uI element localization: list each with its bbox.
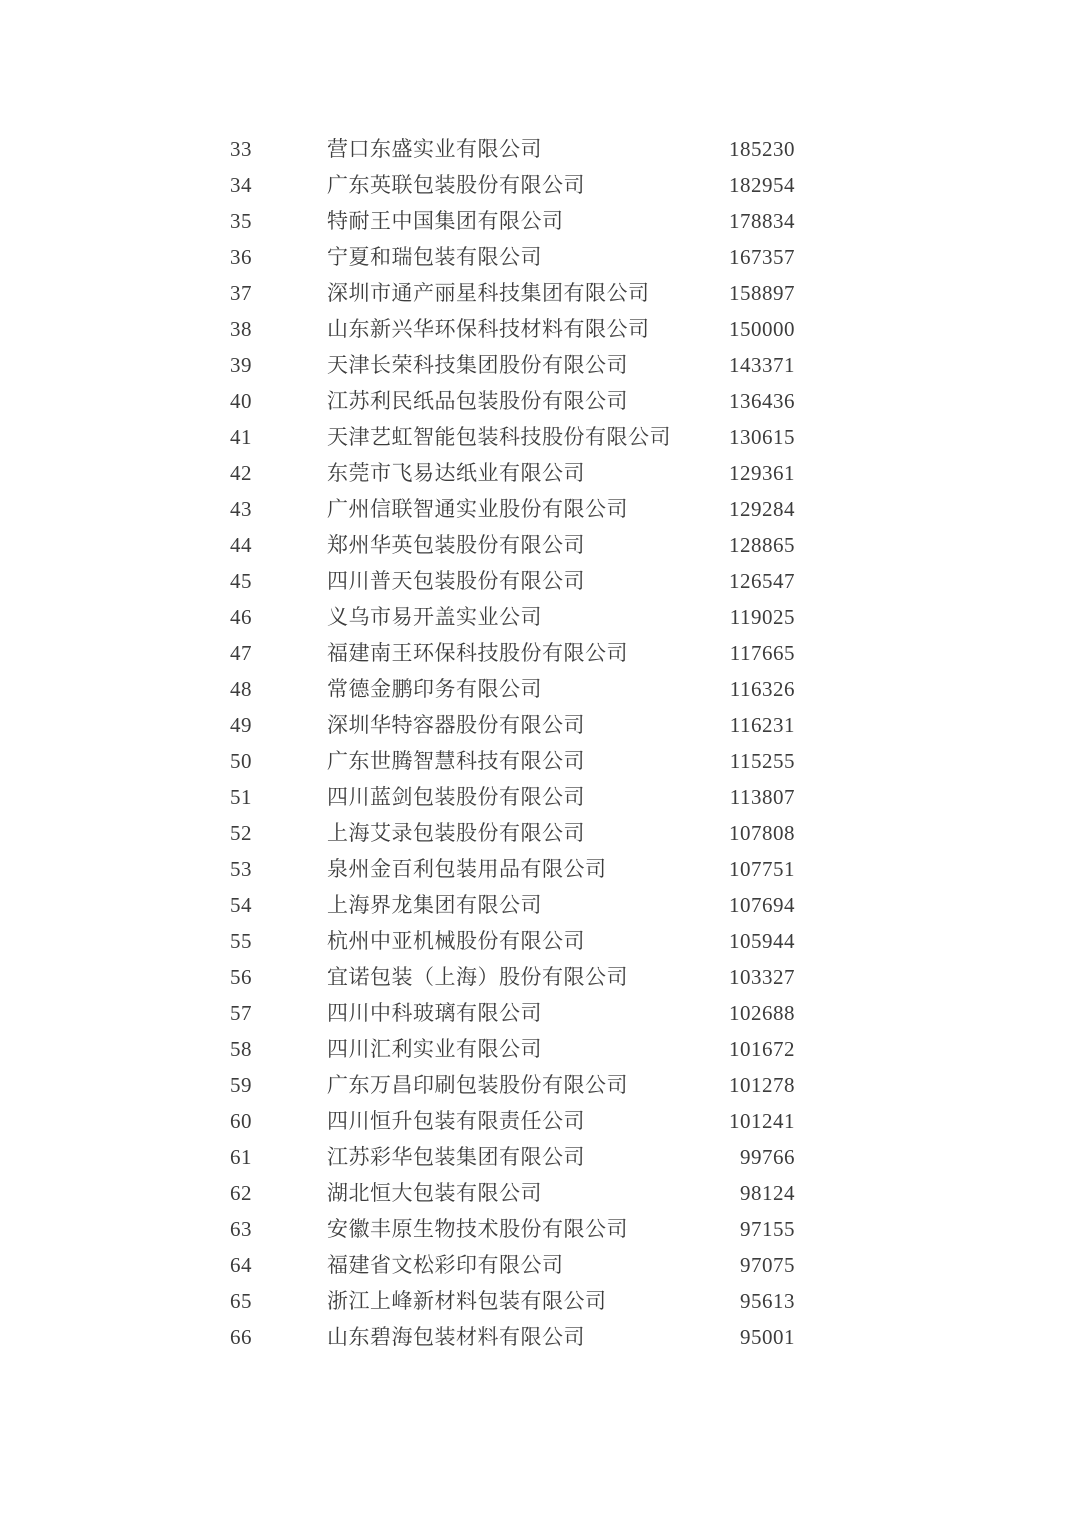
company-name-cell: 安徽丰原生物技术股份有限公司 [327,1217,628,1241]
value-cell: 158897 [729,281,795,305]
table-row [0,1103,795,1139]
value-cell: 113807 [729,785,795,809]
table-row [0,959,795,995]
company-name-cell: 杭州中亚机械股份有限公司 [327,929,585,953]
value-cell: 182954 [729,173,795,197]
table-row [0,1067,795,1103]
company-name-cell: 泉州金百利包装用品有限公司 [327,857,607,881]
table-row [0,419,795,455]
table-row [0,599,795,635]
company-name-cell: 义乌市易开盖实业公司 [327,605,542,629]
rank-cell: 62 [230,1181,252,1205]
value-cell: 115255 [729,749,795,773]
value-cell: 129284 [729,497,795,521]
company-name-cell: 特耐王中国集团有限公司 [327,209,564,233]
table-row [0,131,795,167]
table-row [0,491,795,527]
company-name-cell: 福建省文松彩印有限公司 [327,1253,564,1277]
value-cell: 97155 [740,1217,795,1241]
value-cell: 128865 [729,533,795,557]
value-cell: 126547 [729,569,795,593]
rank-cell: 49 [230,713,252,737]
company-name-cell: 广州信联智通实业股份有限公司 [327,497,628,521]
value-cell: 105944 [729,929,795,953]
rank-cell: 53 [230,857,252,881]
value-cell: 178834 [729,209,795,233]
rank-cell: 57 [230,1001,252,1025]
rank-cell: 37 [230,281,252,305]
rank-cell: 51 [230,785,252,809]
rank-cell: 44 [230,533,252,557]
company-name-cell: 广东万昌印刷包装股份有限公司 [327,1073,628,1097]
rank-cell: 63 [230,1217,252,1241]
table-row [0,851,795,887]
company-name-cell: 湖北恒大包装有限公司 [327,1181,542,1205]
table-row [0,275,795,311]
rank-cell: 41 [230,425,252,449]
table-row [0,995,795,1031]
table-row [0,563,795,599]
value-cell: 95001 [740,1325,795,1349]
table-row [0,671,795,707]
table-row [0,311,795,347]
table-row [0,887,795,923]
company-name-cell: 江苏利民纸品包装股份有限公司 [327,389,628,413]
rank-cell: 48 [230,677,252,701]
value-cell: 150000 [729,317,795,341]
table-row [0,743,795,779]
rank-cell: 35 [230,209,252,233]
table-row [0,239,795,275]
table-row [0,635,795,671]
company-name-cell: 四川中科玻璃有限公司 [327,1001,542,1025]
value-cell: 98124 [740,1181,795,1205]
company-name-cell: 四川普天包装股份有限公司 [327,569,585,593]
rank-cell: 47 [230,641,252,665]
rank-cell: 40 [230,389,252,413]
table-row [0,707,795,743]
rank-cell: 33 [230,137,252,161]
company-name-cell: 深圳市通产丽星科技集团有限公司 [327,281,650,305]
table-row [0,1283,795,1319]
company-name-cell: 福建南王环保科技股份有限公司 [327,641,628,665]
company-name-cell: 山东碧海包装材料有限公司 [327,1325,585,1349]
value-cell: 97075 [740,1253,795,1277]
value-cell: 107808 [729,821,795,845]
company-name-cell: 浙江上峰新材料包装有限公司 [327,1289,607,1313]
company-name-cell: 广东英联包装股份有限公司 [327,173,585,197]
table-row [0,1319,795,1355]
table-row [0,779,795,815]
rank-cell: 39 [230,353,252,377]
company-name-cell: 宁夏和瑞包装有限公司 [327,245,542,269]
table-row [0,383,795,419]
value-cell: 95613 [740,1289,795,1313]
value-cell: 101278 [729,1073,795,1097]
rank-cell: 52 [230,821,252,845]
company-name-cell: 营口东盛实业有限公司 [327,137,542,161]
company-name-cell: 上海艾录包装股份有限公司 [327,821,585,845]
rank-cell: 66 [230,1325,252,1349]
value-cell: 103327 [729,965,795,989]
value-cell: 185230 [729,137,795,161]
value-cell: 116326 [729,677,795,701]
value-cell: 143371 [729,353,795,377]
table-row [0,167,795,203]
value-cell: 101672 [729,1037,795,1061]
table-row [0,815,795,851]
rank-cell: 54 [230,893,252,917]
value-cell: 129361 [729,461,795,485]
table-row [0,1031,795,1067]
value-cell: 116231 [729,713,795,737]
value-cell: 107694 [729,893,795,917]
company-name-cell: 宜诺包装（上海）股份有限公司 [327,965,628,989]
rank-cell: 45 [230,569,252,593]
company-ranking-list [0,131,795,1355]
table-row [0,1211,795,1247]
value-cell: 119025 [729,605,795,629]
company-name-cell: 四川蓝剑包装股份有限公司 [327,785,585,809]
company-name-cell: 郑州华英包装股份有限公司 [327,533,585,557]
table-row [0,923,795,959]
company-name-cell: 东莞市飞易达纸业有限公司 [327,461,585,485]
table-row [0,1247,795,1283]
rank-cell: 50 [230,749,252,773]
table-row [0,1175,795,1211]
company-name-cell: 深圳华特容器股份有限公司 [327,713,585,737]
value-cell: 102688 [729,1001,795,1025]
rank-cell: 36 [230,245,252,269]
rank-cell: 42 [230,461,252,485]
company-name-cell: 广东世腾智慧科技有限公司 [327,749,585,773]
company-name-cell: 山东新兴华环保科技材料有限公司 [327,317,650,341]
rank-cell: 46 [230,605,252,629]
rank-cell: 61 [230,1145,252,1169]
table-row [0,455,795,491]
company-name-cell: 天津艺虹智能包装科技股份有限公司 [327,425,671,449]
value-cell: 117665 [729,641,795,665]
rank-cell: 65 [230,1289,252,1313]
rank-cell: 60 [230,1109,252,1133]
table-row [0,203,795,239]
rank-cell: 43 [230,497,252,521]
table-row [0,1139,795,1175]
company-name-cell: 江苏彩华包装集团有限公司 [327,1145,585,1169]
company-name-cell: 四川恒升包装有限责任公司 [327,1109,585,1133]
company-name-cell: 上海界龙集团有限公司 [327,893,542,917]
rank-cell: 56 [230,965,252,989]
rank-cell: 55 [230,929,252,953]
rank-cell: 34 [230,173,252,197]
table-row [0,527,795,563]
rank-cell: 59 [230,1073,252,1097]
value-cell: 167357 [729,245,795,269]
value-cell: 136436 [729,389,795,413]
company-name-cell: 四川汇利实业有限公司 [327,1037,542,1061]
company-name-cell: 常德金鹏印务有限公司 [327,677,542,701]
rank-cell: 58 [230,1037,252,1061]
rank-cell: 64 [230,1253,252,1277]
company-name-cell: 天津长荣科技集团股份有限公司 [327,353,628,377]
value-cell: 130615 [729,425,795,449]
value-cell: 99766 [740,1145,795,1169]
rank-cell: 38 [230,317,252,341]
value-cell: 101241 [729,1109,795,1133]
value-cell: 107751 [729,857,795,881]
table-row [0,347,795,383]
